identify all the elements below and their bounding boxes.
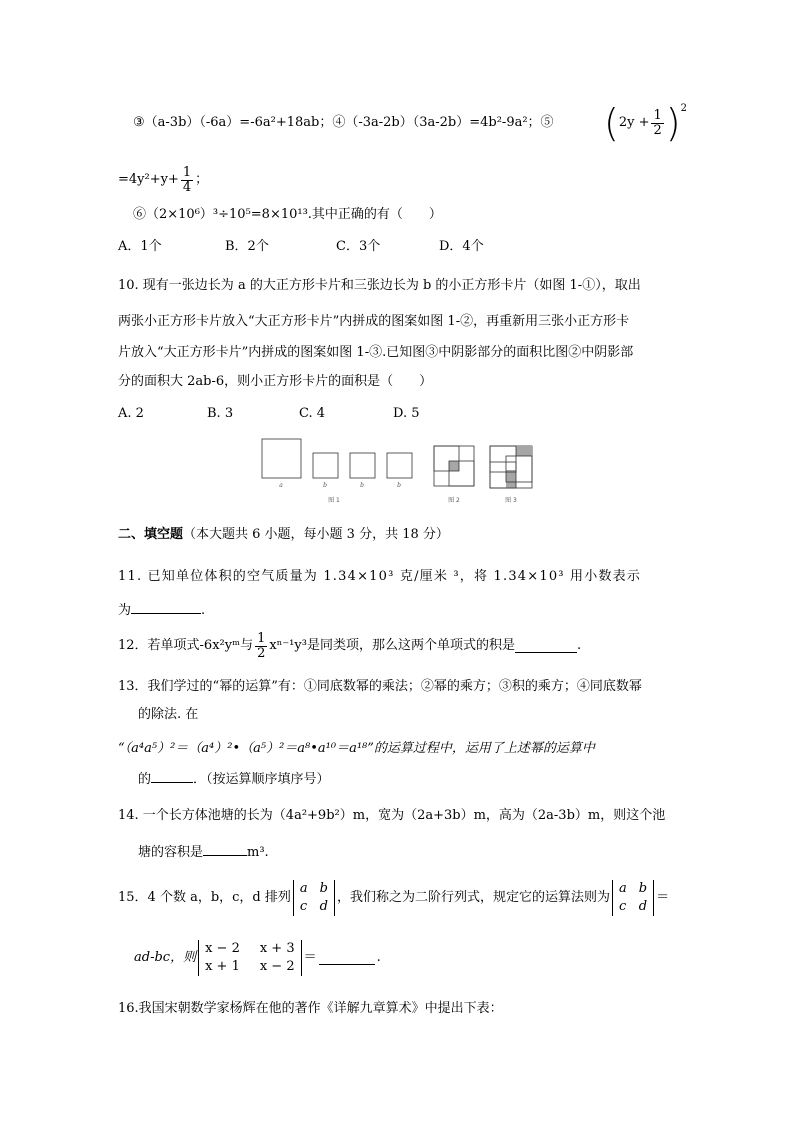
q15-eq: ＝	[656, 890, 670, 905]
caption-fig1: 图 1	[328, 497, 340, 504]
q12-middle: xⁿ⁻¹y³是同类项，那么这两个单项式的积是	[269, 638, 515, 653]
figure-3	[490, 446, 532, 488]
section2-title: 二、填空题	[118, 527, 184, 542]
fraction-numerator: 1	[182, 164, 192, 180]
answer-blank	[151, 770, 193, 783]
small-square-b1	[313, 453, 338, 478]
figure-2	[434, 446, 474, 486]
section2-note: （本大题共 6 小题，每小题 3 分，共 18 分）	[183, 527, 449, 542]
small-square-b2	[350, 453, 375, 478]
determinant-abcd-rule	[612, 880, 654, 916]
fraction-denominator: 4	[182, 179, 192, 195]
label-b3: b	[397, 482, 401, 489]
q9-item6-text: ⑥（2×10⁶）³÷10⁵=8×10¹³.其中正确的有（ ）	[133, 207, 442, 222]
det-cell: x − 2	[259, 959, 295, 974]
q9-item3-line	[133, 114, 554, 132]
q10-option-b: B. 3	[207, 406, 234, 421]
q15-line2-eq: ＝	[303, 950, 317, 965]
shaded-region	[506, 470, 516, 488]
q12-line	[118, 626, 581, 666]
det-cell: c	[619, 899, 627, 914]
q9-option-c: C．3个	[336, 239, 381, 254]
q9-option-b: B．2个	[225, 239, 269, 254]
q12-fraction	[255, 632, 267, 661]
big-square-a	[262, 439, 301, 478]
answer-blank	[515, 640, 577, 653]
q13-line1: 13．我们学过的“幂的运算”有：①同底数幂的乘法；②幂的乘方；③积的乘方；④同底数幂	[118, 679, 642, 694]
q9-item6-line	[133, 206, 442, 224]
answer-blank	[131, 601, 201, 614]
determinant-abcd	[293, 880, 335, 916]
q10-line1: 10. 现有一张边长为 a 的大正方形卡片和三张边长为 b 的小正方形卡片（如图 1-①），取出	[118, 278, 641, 293]
q11-prefix: 为	[118, 603, 132, 618]
shaded-region	[449, 461, 459, 471]
q15-line1	[118, 876, 669, 920]
q11-suffix: .	[201, 603, 206, 618]
q14-prefix: 塘的容积是	[138, 845, 204, 860]
q15-line2-prefix: ad-bc，则	[134, 950, 197, 965]
q10-line2: 两张小正方形卡片放入“大正方形卡片”内拼成的图案如图 1-②，再重新用三张小正方形卡	[118, 314, 630, 329]
q15-line2-suffix: .	[376, 950, 381, 965]
q13-line4	[138, 770, 330, 789]
q11-line2	[118, 601, 205, 620]
q10-option-d: D. 5	[393, 406, 420, 421]
fraction-numerator: 1	[257, 630, 266, 646]
q10-line3: 片放入“大正方形卡片”内拼成的图案如图 1-③.已知图③中阴影部分的面积比图②中阴影部	[118, 345, 634, 360]
q9-item5-expression	[604, 100, 687, 146]
q14-suffix: m³.	[247, 845, 269, 860]
q16-line1: 16.我国宋朝数学家杨辉在他的著作《详解九章算术》中提出下表：	[118, 1001, 503, 1016]
det-cell: b	[638, 881, 648, 896]
det-cell: x − 2	[205, 941, 240, 956]
q12-suffix: .	[576, 638, 582, 653]
label-a: a	[279, 482, 283, 489]
q12-prefix: 12．若单项式-6x²yᵐ与	[118, 638, 254, 653]
caption-fig2: 图 2	[448, 497, 460, 504]
label-b2: b	[360, 482, 364, 489]
left-paren-icon: (	[604, 101, 619, 145]
q13-line2: 的除法. 在	[138, 707, 199, 722]
label-b1: b	[323, 482, 327, 489]
det-cell: a	[619, 881, 627, 896]
caption-fig3: 图 3	[505, 497, 517, 504]
determinant-x	[198, 940, 302, 976]
det-cell: x + 1	[205, 959, 240, 974]
q11-line1: 11. 已知单位体积的空气质量为 1.34×10³ 克/厘米 ³，将 1.34×10³ 用小数表示	[118, 569, 642, 584]
q14-line2	[138, 843, 269, 862]
q9-item5-exponent: 2	[680, 103, 687, 114]
q9-item5-result-line	[118, 160, 208, 200]
q9-option-d: D．4个	[439, 239, 484, 254]
q10-figure	[255, 432, 540, 510]
q9-option-a: A．1个	[118, 239, 162, 254]
q9-item5-fraction2	[181, 166, 193, 195]
fraction-denominator: 2	[653, 122, 662, 138]
det-cell: c	[299, 899, 308, 914]
q10-option-c: C. 4	[299, 406, 326, 421]
right-paren-icon: )	[665, 101, 681, 145]
det-cell: d	[638, 899, 648, 914]
q10-line4: 分的面积大 2ab-6，则小正方形卡片的面积是（ ）	[118, 374, 433, 389]
q13-line3: “（a⁴a⁵）²＝（a⁴）²•（a⁵）²＝a⁸•a¹⁰＝a¹⁸”的运算过程中，运用了上述幂的运算中	[118, 741, 595, 756]
fraction-numerator: 1	[653, 107, 662, 123]
section2-heading	[118, 526, 449, 544]
answer-blank	[319, 952, 375, 965]
answer-blank	[203, 843, 247, 856]
q15-line2	[134, 936, 381, 980]
det-cell: b	[319, 881, 328, 896]
q13-suffix: ．（按运算顺序填序号）	[193, 772, 330, 787]
fraction-denominator: 2	[257, 645, 266, 661]
q9-item5-a: 2y +	[618, 115, 650, 130]
det-cell: a	[299, 881, 308, 896]
q9-item5-b: =4y²+y+	[118, 172, 179, 187]
q13-prefix: 的	[138, 772, 152, 787]
det-cell: x + 3	[259, 941, 295, 956]
q15-middle: ，我们称之为二阶行列式，规定它的运算法则为	[336, 890, 610, 905]
q9-item5-c: ；	[195, 172, 209, 187]
q14-line1: 14. 一个长方体池塘的长为（4a²+9b²）m，宽为（2a+3b）m，高为（2a-3b）m，则这个池	[118, 808, 666, 823]
small-square-b3	[387, 453, 412, 478]
shaded-region	[516, 446, 532, 456]
q15-prefix: 15．4 个数 a，b，c，d 排列	[118, 890, 291, 905]
q9-item3-text: ③（a-3b）（-6a）=-6a²+18ab；④（-3a-2b）（3a-2b）=4b²-9a²；⑤	[133, 115, 554, 130]
q9-item5-fraction	[651, 109, 663, 138]
det-cell: d	[319, 899, 328, 914]
q10-option-a: A. 2	[118, 406, 144, 421]
